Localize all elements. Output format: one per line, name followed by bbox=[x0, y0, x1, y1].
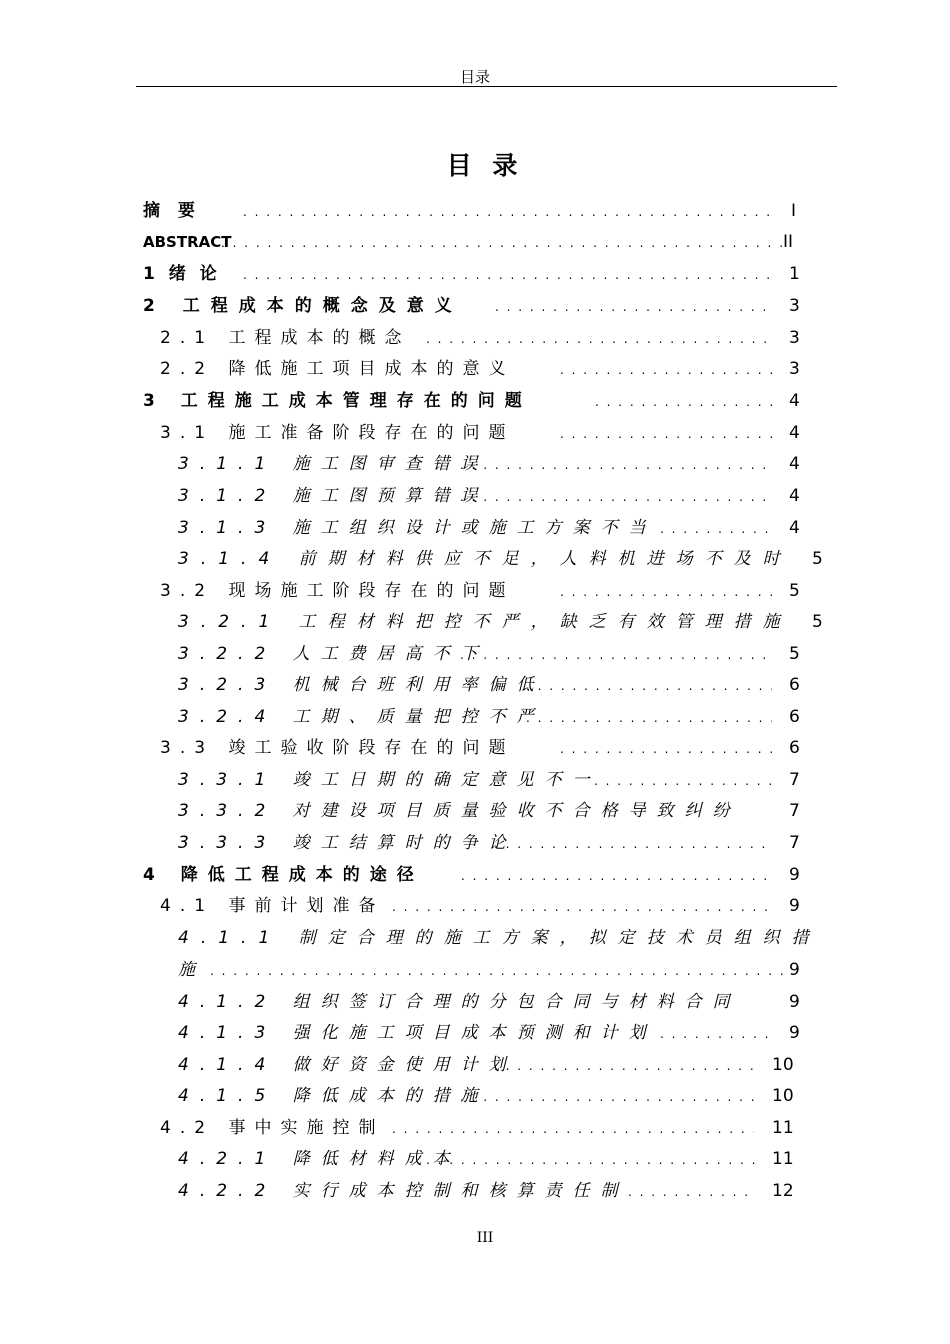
toc-leader bbox=[495, 291, 773, 322]
toc-entry-title: ABSTRACT bbox=[143, 233, 232, 251]
toc-entry[interactable] bbox=[160, 733, 800, 763]
toc-entry-page: 9 bbox=[789, 992, 800, 1012]
toc-entry[interactable] bbox=[160, 576, 800, 606]
toc-entry-title: 施 bbox=[178, 960, 206, 980]
toc-entry[interactable] bbox=[143, 860, 800, 890]
toc-entry-page: 11 bbox=[772, 1118, 794, 1138]
toc-entry-title: 3.1.4 前期材料供应不足，人料机进场不及时 bbox=[178, 549, 792, 569]
toc-entry-title: 2.2 降低施工项目成本的意义 bbox=[160, 359, 515, 379]
toc-entry-page: 4 bbox=[789, 486, 800, 506]
toc-entry-page: 3 bbox=[789, 296, 800, 316]
toc-leader bbox=[392, 891, 772, 922]
toc-entry-title: 3.3.3 竣工结算时的争论 bbox=[178, 833, 517, 853]
toc-entry[interactable] bbox=[178, 639, 800, 669]
toc-leader bbox=[660, 513, 772, 544]
toc-entry-page: 4 bbox=[789, 454, 800, 474]
toc-leader bbox=[243, 259, 773, 290]
page-number: III bbox=[476, 1230, 494, 1246]
toc-entry-page: 5 bbox=[812, 612, 823, 632]
toc-entry-page: 7 bbox=[789, 801, 800, 821]
toc-leader bbox=[221, 227, 789, 258]
toc-entry[interactable] bbox=[178, 607, 823, 637]
toc-entry-page: 4 bbox=[789, 423, 800, 443]
toc-entry-page: 7 bbox=[789, 833, 800, 853]
toc-leader bbox=[461, 860, 773, 891]
toc-entry-page: 1 bbox=[789, 264, 800, 284]
toc-entry-title: 4.1.5 降低成本的措施 bbox=[178, 1086, 489, 1106]
toc-entry[interactable] bbox=[160, 1113, 794, 1143]
toc-entry-title: 4.1.3 强化施工项目成本预测和计划 bbox=[178, 1023, 657, 1043]
running-header: 目录 bbox=[459, 68, 490, 86]
toc-leader bbox=[460, 1081, 756, 1112]
toc-leader bbox=[628, 1176, 756, 1207]
toc-leader bbox=[560, 576, 772, 607]
toc-entry-title: 4.1.4 做好资金使用计划 bbox=[178, 1055, 517, 1075]
toc-entry[interactable] bbox=[178, 1176, 794, 1206]
toc-leader bbox=[460, 481, 772, 512]
toc-leader bbox=[594, 765, 772, 796]
toc-entry[interactable] bbox=[178, 923, 821, 953]
toc-entry[interactable] bbox=[178, 513, 800, 543]
toc-entry-page: 10 bbox=[772, 1086, 794, 1106]
toc-entry-page: 6 bbox=[789, 738, 800, 758]
toc-entry-page: 5 bbox=[812, 549, 823, 569]
toc-entry[interactable] bbox=[178, 1081, 794, 1111]
toc-entry[interactable] bbox=[143, 259, 800, 289]
toc-entry[interactable] bbox=[143, 196, 797, 226]
toc-entry-title: 3.2.3 机械台班利用率偏低 bbox=[178, 675, 545, 695]
toc-leader bbox=[460, 449, 772, 480]
toc-entry-title: 3 工程施工成本管理存在的问题 bbox=[143, 391, 532, 411]
toc-entry-page: 9 bbox=[789, 896, 800, 916]
toc-leader bbox=[210, 955, 790, 986]
toc-leader bbox=[426, 1144, 756, 1175]
toc-leader bbox=[392, 1113, 754, 1144]
toc-entry-title: 3.2 现场施工阶段存在的问题 bbox=[160, 581, 515, 601]
toc-entry-page: 7 bbox=[789, 770, 800, 790]
toc-entry-page: 10 bbox=[772, 1055, 794, 1075]
toc-entry[interactable] bbox=[178, 1018, 800, 1048]
toc-entry-page: 9 bbox=[789, 1023, 800, 1043]
toc-entry-title: 2 工程成本的概念及意义 bbox=[143, 296, 463, 316]
toc-entry[interactable] bbox=[160, 418, 800, 448]
toc-entry[interactable] bbox=[178, 828, 800, 858]
toc-entry-title: 3.1.1 施工图审查错误 bbox=[178, 454, 489, 474]
toc-leader bbox=[560, 354, 772, 385]
toc-leader bbox=[526, 702, 772, 733]
toc-entry-page: 5 bbox=[789, 581, 800, 601]
toc-entry-page: 6 bbox=[789, 675, 800, 695]
toc-entry[interactable] bbox=[143, 227, 794, 257]
toc-entry-title: 3.1 施工准备阶段存在的问题 bbox=[160, 423, 515, 443]
toc-entry-title: 4 降低工程成本的途径 bbox=[143, 865, 424, 885]
toc-entry[interactable] bbox=[178, 670, 800, 700]
toc-entry-title: 4.1.1 制定合理的施工方案，拟定技术员组织措 bbox=[178, 928, 821, 948]
toc-entry-page: 6 bbox=[789, 707, 800, 727]
toc-entry-page: 4 bbox=[789, 518, 800, 538]
toc-entry[interactable] bbox=[178, 544, 823, 574]
toc-entry-page: 5 bbox=[789, 644, 800, 664]
toc-leader bbox=[560, 733, 772, 764]
toc-leader bbox=[243, 196, 773, 227]
toc-entry-title: 4.2 事中实施控制 bbox=[160, 1118, 385, 1138]
toc-leader bbox=[426, 323, 772, 354]
toc-entry-title: 摘 要 bbox=[143, 201, 201, 221]
toc-entry[interactable] bbox=[143, 386, 800, 416]
toc-entry-page: 9 bbox=[789, 960, 800, 980]
toc-entry-page: 3 bbox=[789, 359, 800, 379]
toc-entry-title: 4.2.1 降低材料成本 bbox=[178, 1149, 461, 1169]
toc-entry[interactable] bbox=[160, 354, 800, 384]
toc-leader bbox=[494, 1050, 756, 1081]
toc-entry-title: 3.2.4 工期、质量把控不严 bbox=[178, 707, 545, 727]
toc-entry[interactable] bbox=[160, 891, 800, 921]
toc-leader bbox=[460, 639, 772, 670]
toc-entry-title: 3.2.1 工程材料把控不严，缺乏有效管理措施 bbox=[178, 612, 792, 632]
toc-entry-title: 2.1 工程成本的概念 bbox=[160, 328, 411, 348]
toc-leader bbox=[560, 418, 772, 449]
toc-entry[interactable] bbox=[143, 291, 800, 321]
toc-entry-page: 4 bbox=[789, 391, 800, 411]
toc-entry-title: 4.2.2 实行成本控制和核算责任制 bbox=[178, 1181, 629, 1201]
toc-entry[interactable] bbox=[178, 481, 800, 511]
toc-entry-title: 3.3.1 竣工日期的确定意见不一 bbox=[178, 770, 601, 790]
toc-entry-page: 11 bbox=[772, 1149, 794, 1169]
toc-entry-title: 4.1.2 组织签订合理的分包合同与材料合同 bbox=[178, 992, 741, 1012]
header-rule bbox=[136, 86, 837, 87]
toc-leader bbox=[494, 828, 772, 859]
toc-entry-title: 1 绪 论 bbox=[143, 264, 221, 284]
toc-entry-title: 3.3.2 对建设项目质量验收不合格导致纠纷 bbox=[178, 801, 741, 821]
toc-leader bbox=[595, 386, 773, 417]
toc-entry[interactable] bbox=[178, 702, 800, 732]
page-title: 目 录 bbox=[446, 151, 524, 180]
toc-entry[interactable] bbox=[178, 796, 800, 826]
toc-entry-page: 3 bbox=[789, 328, 800, 348]
toc-entry-title: 3.2.2 人工费居高不下 bbox=[178, 644, 489, 664]
toc-entry[interactable] bbox=[178, 449, 800, 479]
toc-entry-page: 12 bbox=[772, 1181, 794, 1201]
toc-entry-title: 3.3 竣工验收阶段存在的问题 bbox=[160, 738, 515, 758]
toc-leader bbox=[526, 670, 772, 701]
toc-entry-title: 3.1.3 施工组织设计或施工方案不当 bbox=[178, 518, 657, 538]
toc-entry-page: II bbox=[783, 232, 794, 252]
toc-entry-page: I bbox=[791, 201, 797, 221]
toc-entry[interactable] bbox=[178, 1144, 794, 1174]
toc-entry-title: 4.1 事前计划准备 bbox=[160, 896, 385, 916]
toc-entry-title: 3.1.2 施工图预算错误 bbox=[178, 486, 489, 506]
toc-entry[interactable] bbox=[178, 765, 800, 795]
toc-entry[interactable] bbox=[178, 1050, 794, 1080]
toc-entry-page: 9 bbox=[789, 865, 800, 885]
toc-entry[interactable] bbox=[178, 987, 800, 1017]
toc-leader bbox=[660, 1018, 772, 1049]
toc-entry[interactable] bbox=[160, 323, 800, 353]
toc-entry-continued[interactable] bbox=[178, 955, 800, 985]
